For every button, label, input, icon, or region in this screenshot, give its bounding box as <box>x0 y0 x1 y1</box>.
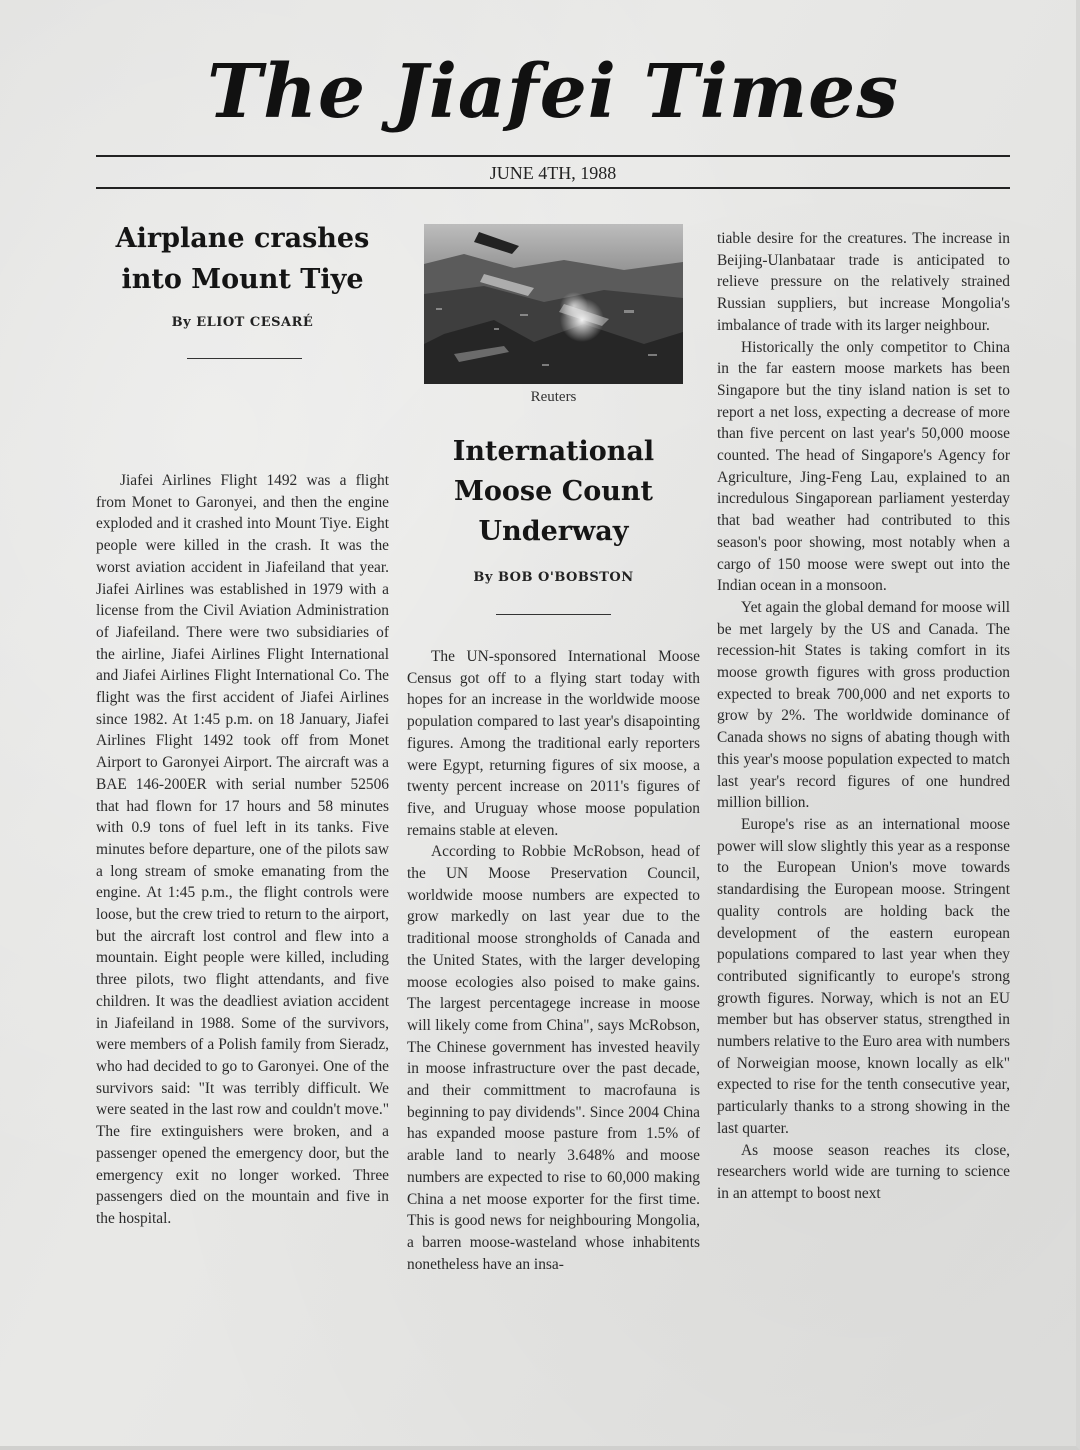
article1-paragraph: Jiafei Airlines Flight 1492 was a flight from Monet to Garonyei, and then the engine exploded and it crashed into Mount Tiye. Eight people were killed in the crash. It was the worst aviation accident in Jiafeiland that year. Jiafei Airlines was established in 1979 with a license from the Civil Aviation Administration of Jiafeiland. There were two subsidiaries of the airline, Jiafei Airlines Flight International and Jiafei Airlines Flight International Co. The flight was the first accident of Jiafei Airlines since 1982. At 1:45 p.m. on 18 January, Jiafei Airlines Flight 1492 took off from Monet Airport to Garonyei Airport. The aircraft was a BAE 146-200ER with serial number 52506 that had flown for 17 hours and 58 minutes with 0.9 tons of fuel left in its tanks. Five minutes before departure, one of the pilots saw a long stream of smoke emanating from the engine. At 1:45 p.m., the flight controls were loose, but the crew tried to return to the airport, but the aircraft lost control and flew into a mountain. Eight people were killed, including three pilots, two flight attendants, and five children. It was the deadliest aviation accident in Jiafeiland in 1988. Some of the survivors, were members of a Polish family from Sieradz, who had decided to go to Garonyei. One of the survivors said: "It was terribly difficult. We were seated in the last row and couldn't move." The fire extinguishers were broken, and a passenger opened the emergency door, but the emergency exit no longer worked. Three passengers died on the mountain and five in the hospital. <box>96 472 389 1227</box>
article2-paragraph: The UN-sponsored International Moose Census got off to a flying start today with hopes for an increase in the worldwide moose population compared to last year's disapointing figures. Among the traditional early reporters were Egypt, returning figures of six moose, a twenty percent increase on 2011's figures of five, and Uruguay whose moose population remains stable at eleven. <box>407 648 700 839</box>
crash-photo <box>424 224 683 384</box>
article2-body <box>407 646 700 1275</box>
article2-continued-body <box>717 228 1010 1205</box>
article2-paragraph: As moose season reaches its close, researchers world wide are turning to science in an attempt to boost next <box>717 1141 1010 1202</box>
article2-paragraph: Europe's rise as an international moose power will slow slightly this year as a response to the European Union's move towards standardising the European moose. Stringent quality controls are holding back the development of the eastern european populations compared to last year when they contributed significantly to europe's strong growth figures. Norway, which is not an EU member but has observer status, strengthed in numbers relative to the Euro area with numbers of Norweigian moose, known locally as elk" expected to rise for the tenth consecutive year, particularly thanks to a strong showing in the last quarter. <box>717 815 1010 1137</box>
masthead-title: The Jiafei Times <box>207 49 899 135</box>
article1-body <box>96 470 389 1230</box>
article2-continuation: tiable desire for the creatures. The increase in Beijing-Ulanbataar trade is anticipated to relieve pressure on the relatively strained Russian suppliers, but increase Mongolia's imbalance of trade with its larger neighbour. <box>717 230 1010 334</box>
article2-paragraph: Historically the only competitor to China in the far eastern moose markets has been Singapore but the tiny island nation is set to report a net loss, expecting a decrease of more than five percent on last year's 50,000 moose counted. The head of Singapore's Agency for Agriculture, Jing-Feng Lau, explained to an incredulous Singaporean parliament yesterday that bad weather had contributed to this season's poor showing, most notably when a cargo of 150 moose were swept out into the Indian ocean in a monsoon. <box>717 338 1010 595</box>
article1-byline: By ELIOT CESARÉ <box>171 315 314 330</box>
article2-headline: International Moose Count Underway <box>452 436 655 547</box>
photo-caption: Reuters <box>530 389 577 405</box>
crash-photo-image <box>424 224 683 384</box>
article1-headline: Airplane crashes into Mount Tiye <box>115 223 370 295</box>
article2-paragraph: According to Robbie McRobson, head of the UN Moose Preservation Council, worldwide moose numbers are expected to grow markedly on last year due to the traditional moose strongholds of Canada and the United States, with the larger developing moose ecologies also poised to make gains. The largest percentagege increase in moose will likely come from China", says McRobson, The Chinese government has invested heavily in moose infrastructure over the past decade, and their committment to macrofauna is beginning to pay dividends". Since 2004 China has expanded moose pasture from 1.5% of arable land to nearly 3.648% and moose numbers are expected to rise to 60,000 making China a net moose exporter for the first time. This is good news for neighbouring Mongolia, a barren moose-wasteland whose inhabitents nonetheless have an insa- <box>407 843 700 1273</box>
dateline: JUNE 4TH, 1988 <box>489 163 617 183</box>
masthead-bottom-rule <box>96 187 1010 189</box>
article2-divider <box>496 614 611 615</box>
article1-divider <box>187 358 302 359</box>
masthead-top-rule <box>96 155 1010 157</box>
article2-byline: By BOB O'BOBSTON <box>473 570 634 585</box>
article2-paragraph: Yet again the global demand for moose will be met largely by the US and Canada. The recession-hit States is taking comfort in its moose growth figures with gross production expected to break 700,000 and net exports to grow by 2%. The worldwide dominance of Canada shows no signs of abating though with this year's moose population expected to match last year's record figures of one hundred million billion. <box>717 598 1011 812</box>
